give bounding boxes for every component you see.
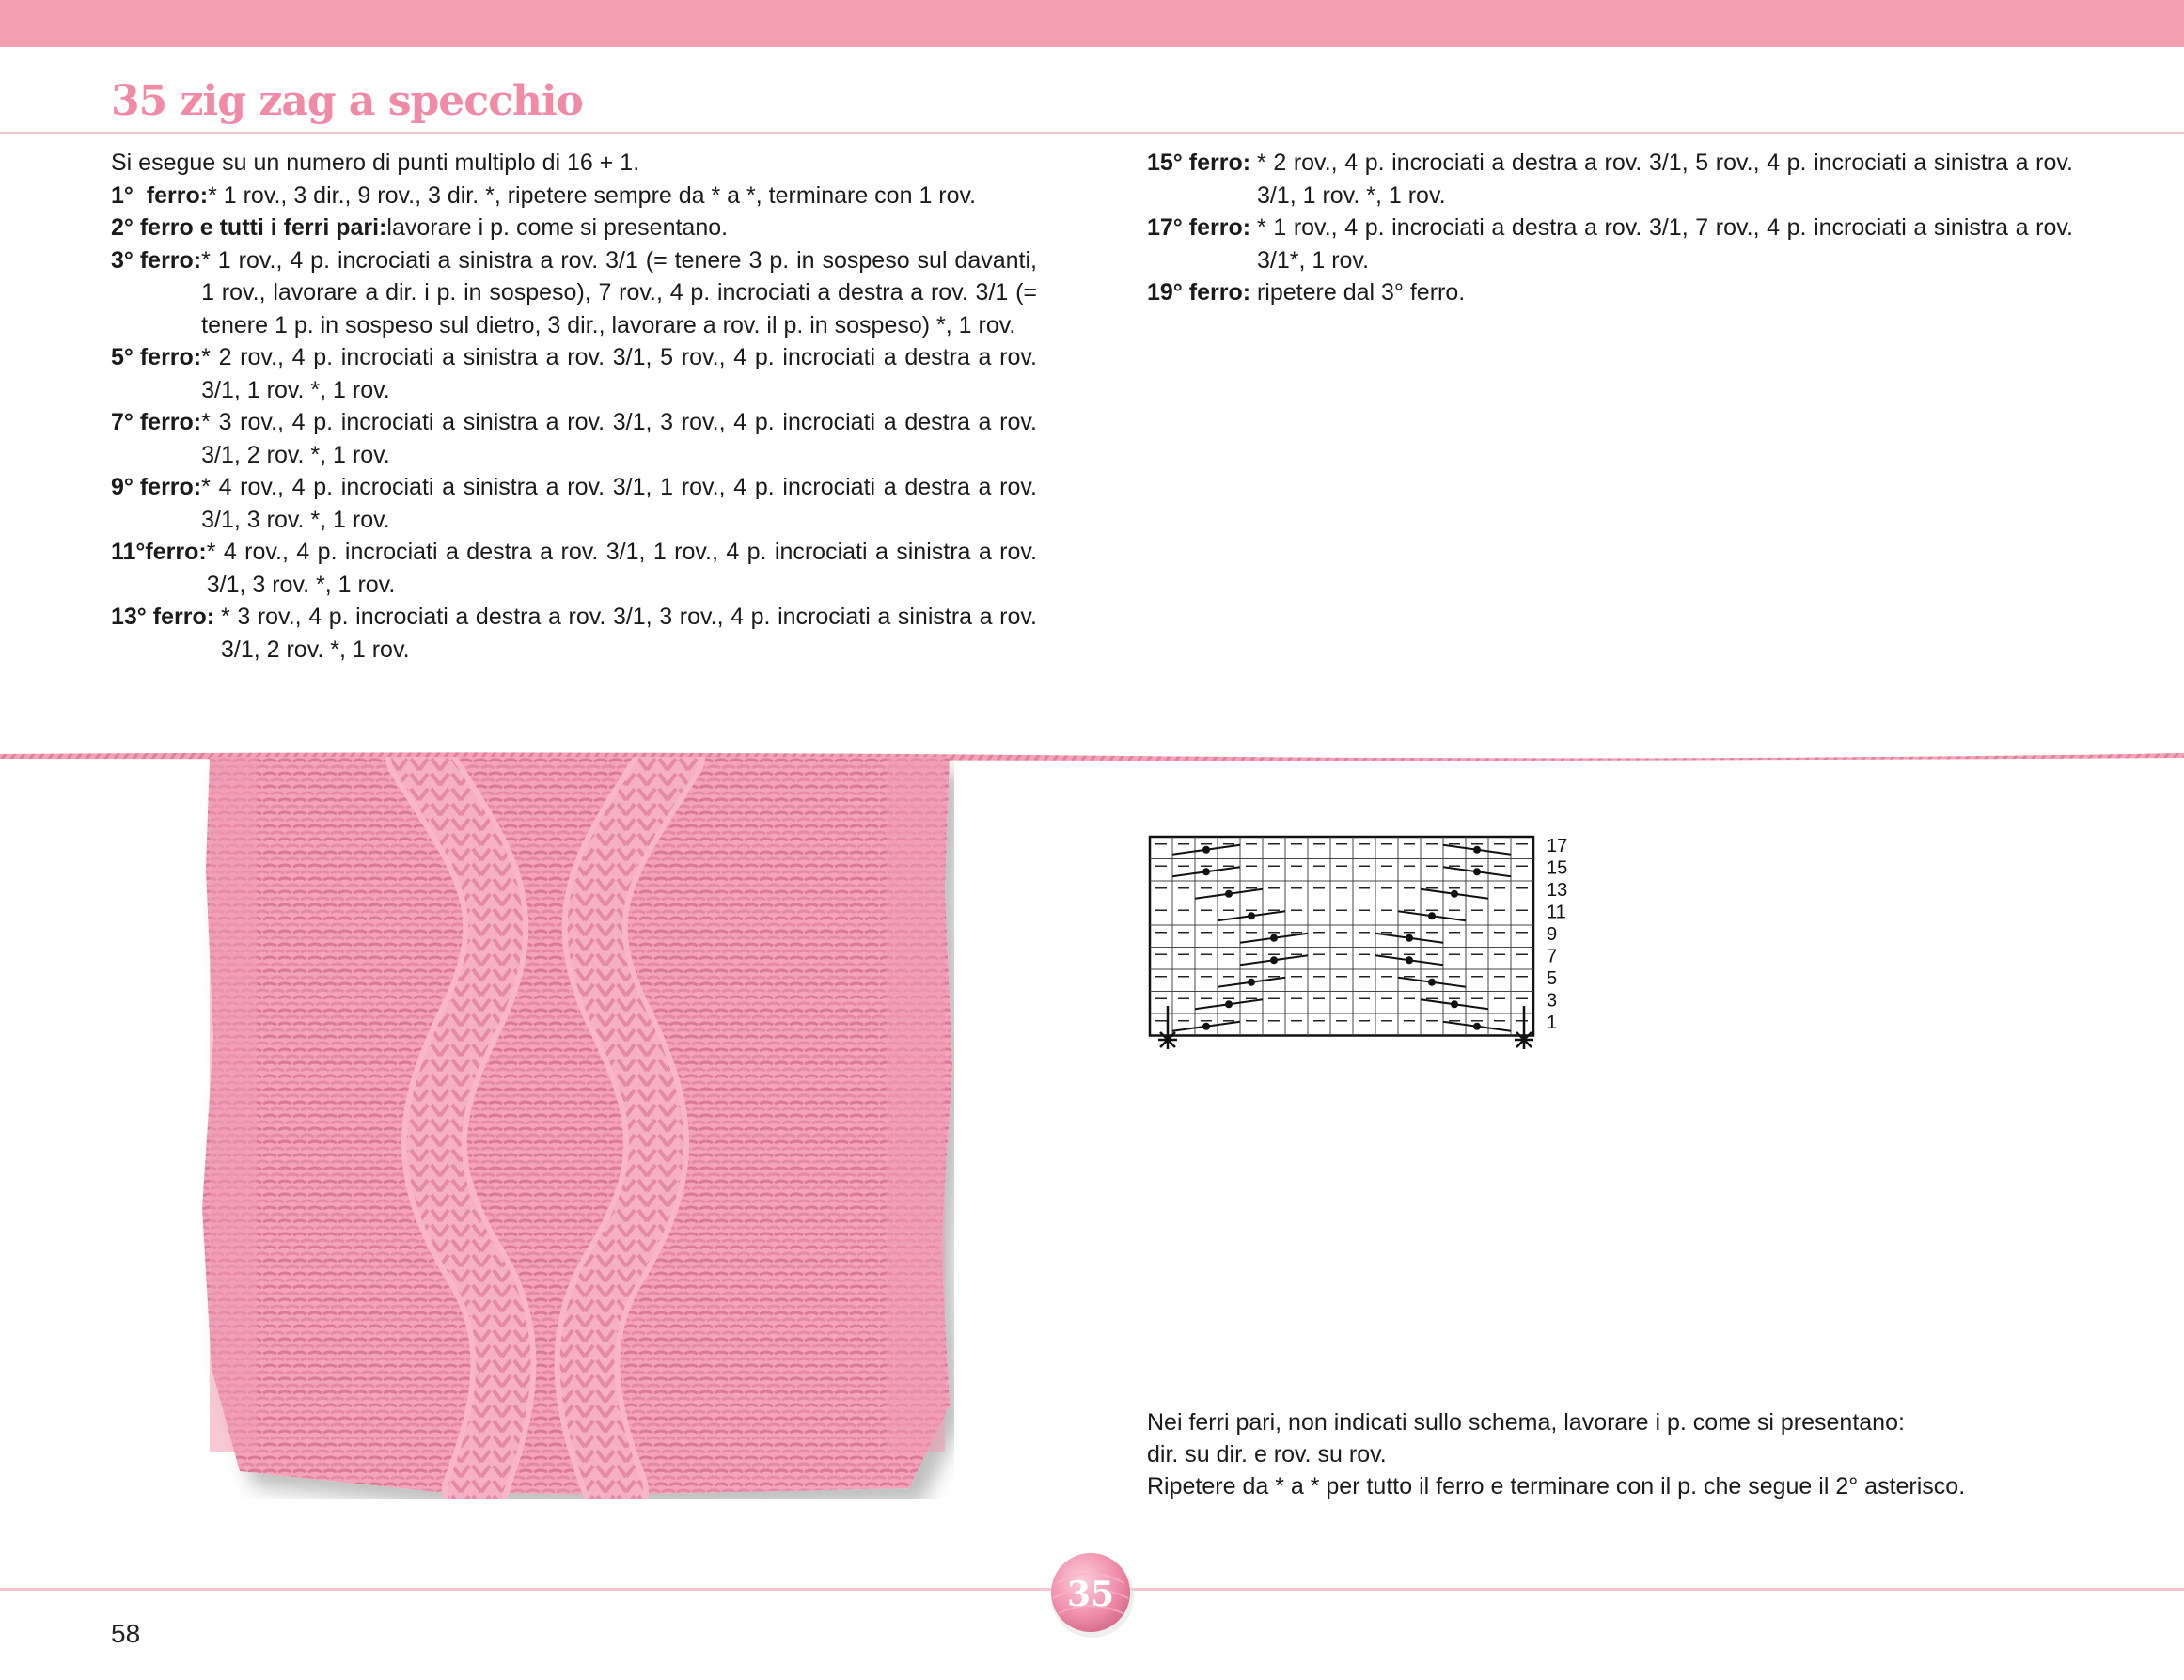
notes-line-1: Nei ferri pari, non indicati sullo schema, lavorare i p. come si presentano:	[1147, 1409, 1905, 1436]
page-title: 35 zig zag a specchio	[111, 77, 583, 125]
instruction-row	[111, 536, 1037, 601]
instruction-row	[1147, 212, 2073, 276]
instruction-row	[111, 406, 1037, 471]
chart-row-label: 17	[1547, 836, 1568, 856]
page-number: 58	[111, 1619, 141, 1648]
intro-text: Si esegue su un numero di punti multiplo di 16 + 1.	[111, 149, 640, 176]
row-text: * 4 rov., 4 p. incrociati a sinistra a rov. 3/1, 1 rov., 4 p. incrociati a destra a rov. 3/1, 3 rov. *, 1 rov.	[201, 474, 1037, 533]
notes-line-3: Ripetere da * a * per tutto il ferro e terminare con il p. che segue il 2° asterisco.	[1147, 1473, 1966, 1499]
instructions-right-column	[1147, 147, 2073, 309]
instruction-row	[111, 341, 1037, 406]
row-label: 7° ferro:	[111, 409, 202, 435]
badge-number: 35	[1066, 1575, 1115, 1614]
chart-notes	[1147, 1406, 2087, 1502]
row-text: * 1 rov., 3 dir., 9 rov., 3 dir. *, ripetere sempre da * a *, terminare con 1 rov.	[208, 181, 977, 209]
row-text: * 4 rov., 4 p. incrociati a destra a rov. 3/1, 1 rov., 4 p. incrociati a sinistra a rov. 3/1, 3 rov. *, 1 rov.	[206, 539, 1037, 598]
instruction-row	[1147, 276, 2073, 309]
instruction-rows-right	[1147, 147, 2073, 309]
chart-row-labels	[1547, 836, 1567, 1033]
instruction-rows-left	[111, 180, 1037, 667]
instruction-row	[111, 244, 1037, 342]
row-text: * 3 rov., 4 p. incrociati a sinistra a rov. 3/1, 3 rov., 4 p. incrociati a destra a rov. 3/1, 2 rov. *, 1 rov.	[201, 409, 1037, 468]
row-label: 5° ferro:	[111, 344, 202, 370]
instruction-row	[111, 180, 1037, 212]
instruction-row	[111, 601, 1037, 666]
instruction-row	[111, 212, 1037, 244]
row-text: * 2 rov., 4 p. incrociati a destra a rov. 3/1, 5 rov., 4 p. incrociati a sinistra a rov. 3/1, 1 rov. *, 1 rov.	[1256, 149, 2073, 209]
row-label: 13° ferro:	[111, 604, 221, 630]
row-text: * 1 rov., 4 p. incrociati a sinistra a rov. 3/1 (= tenere 3 p. in sospeso sul davanti, 1 rov., lavorare a dir. i p. in sospeso), 7 rov., 4 p. incrociati a destra a rov. 3/1 (= tenere 1 p. in sospeso sul dietro, 3 dir., lavorare a rov. il p. in sospeso) *, 1 rov.	[201, 246, 1037, 338]
row-text: lavorare i p. come si presentano.	[386, 214, 729, 241]
row-label: 15° ferro:	[1147, 149, 1257, 176]
title-divider	[0, 132, 2184, 134]
row-label: 17° ferro:	[1147, 214, 1257, 241]
row-label: 19° ferro:	[1147, 279, 1257, 306]
instructions-left-column	[111, 147, 1037, 666]
instruction-row	[1147, 147, 2073, 212]
stitch-number-badge	[1042, 1546, 1143, 1643]
chart-row-label: 3	[1547, 990, 1558, 1012]
row-label: 11°ferro:	[111, 539, 207, 565]
row-text: * 2 rov., 4 p. incrociati a sinistra a rov. 3/1, 5 rov., 4 p. incrociati a destra a rov. 3/1, 1 rov. *, 1 rov.	[201, 344, 1037, 403]
chart-row-label: 13	[1547, 880, 1568, 901]
chart-row-label: 5	[1547, 968, 1558, 989]
chart-row-label: 7	[1547, 946, 1558, 967]
instruction-row	[111, 471, 1037, 536]
row-label: 2° ferro e tutti i ferri pari:	[111, 214, 387, 241]
chart-row-label: 11	[1547, 902, 1566, 923]
chart-row-label: 1	[1547, 1013, 1558, 1033]
row-text: * 1 rov., 4 p. incrociati a destra a rov. 3/1, 7 rov., 4 p. incrociati a sinistra a rov. 3/1*, 1 rov.	[1256, 214, 2073, 274]
row-text: ripetere dal 3° ferro.	[1256, 279, 1466, 306]
row-text: * 3 rov., 4 p. incrociati a destra a rov. 3/1, 3 rov., 4 p. incrociati a sinistra a rov. 3/1, 2 rov. *, 1 rov.	[220, 604, 1037, 663]
top-color-band	[0, 0, 2184, 47]
notes-line-2: dir. su dir. e rov. su rov.	[1147, 1441, 1387, 1468]
chart-row-label: 15	[1547, 857, 1568, 879]
row-label: 1° ferro:	[111, 181, 209, 209]
row-label: 9° ferro:	[111, 474, 202, 500]
chart-row-label: 9	[1547, 924, 1558, 945]
knitting-chart	[1142, 827, 1575, 1081]
row-label: 3° ferro:	[111, 246, 202, 274]
chart-grid	[1150, 837, 1533, 1036]
knitted-swatch-photo	[202, 757, 954, 1499]
